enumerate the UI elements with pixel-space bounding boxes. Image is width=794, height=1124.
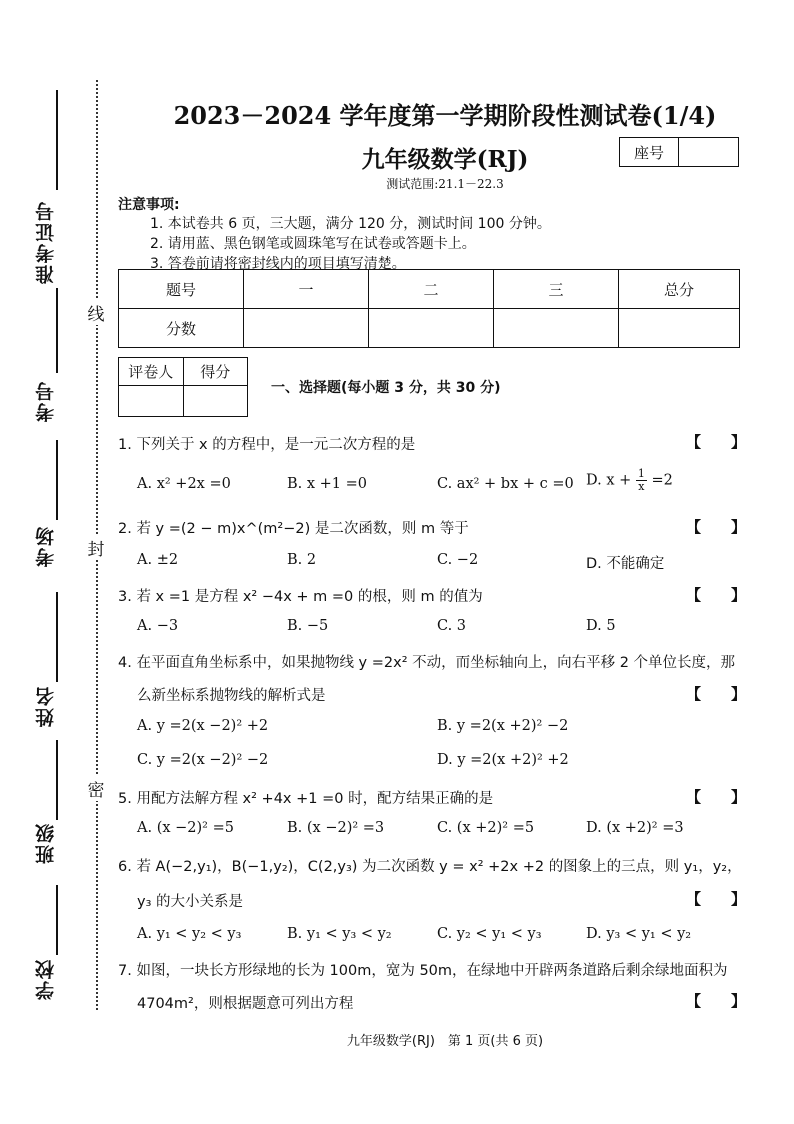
score-input-cell[interactable]	[494, 309, 619, 348]
answer-bracket[interactable]: 【 】	[686, 586, 747, 604]
option-a: A. (x −2)² =5	[137, 820, 234, 836]
option-c: C. y =2(x −2)² −2	[137, 752, 269, 768]
option-a: A. y₁ < y₂ < y₃	[137, 926, 242, 942]
seal-char-seal: 封	[84, 535, 108, 560]
fraction-denominator: x	[638, 480, 645, 493]
grader-header-cell: 得分	[183, 358, 248, 386]
score-input-cell[interactable]	[619, 309, 740, 348]
option-a: A. −3	[137, 618, 179, 634]
question-stem: 7. 如图，一块长方形绿地的长为 100m，宽为 50m，在绿地中开辟两条道路后剩余绿地面积为	[118, 963, 728, 979]
question-stem: 4. 在平面直角坐标系中，如果抛物线 y =2x² 不动，而坐标轴向上，向右平移 2 个单位长度，那	[118, 655, 736, 671]
test-range: 测试范围:21.1－22.3	[386, 177, 504, 191]
seat-input[interactable]	[679, 138, 738, 166]
binding-line[interactable]	[56, 740, 58, 820]
binding-line[interactable]	[56, 592, 58, 682]
score-table	[118, 269, 740, 348]
page-footer: 九年级数学(RJ) 第 1 页(共 6 页)	[346, 1034, 544, 1049]
seal-char-line: 线	[84, 300, 108, 325]
answer-bracket[interactable]: 【 】	[686, 518, 747, 536]
notice-heading: 注意事项:	[118, 197, 180, 213]
seal-char-secret: 密	[84, 776, 108, 801]
option-a: A. ±2	[137, 552, 179, 568]
score-header-cell: 三	[494, 270, 619, 309]
table-row	[119, 309, 740, 348]
option-d: D. 5	[586, 618, 616, 634]
option-c: C. 3	[437, 618, 467, 634]
option-b: B. y₁ < y₃ < y₂	[287, 926, 392, 942]
grader-input-cell[interactable]	[183, 386, 248, 417]
page-title: 2023－2024 学年度第一学期阶段性测试卷(1/4)	[173, 101, 717, 130]
option-d: D. (x +2)² =3	[586, 820, 684, 836]
question-stem: 1. 下列关于 x 的方程中，是一元二次方程的是	[118, 437, 416, 453]
table-row	[119, 358, 248, 386]
option-c: C. (x +2)² =5	[437, 820, 535, 836]
page-subtitle: 九年级数学(RJ)	[361, 146, 529, 173]
option-a: A. x² +2x =0	[137, 476, 231, 492]
question-stem-continued: y₃ 的大小关系是	[137, 894, 244, 910]
option-c: C. y₂ < y₁ < y₃	[437, 926, 542, 942]
question-stem-continued: 么新坐标系抛物线的解析式是	[137, 688, 326, 704]
option-b: B. 2	[287, 552, 317, 568]
option-d-prefix: D. x +	[586, 472, 636, 489]
score-row-label: 分数	[119, 309, 244, 348]
seat-number-box	[619, 137, 739, 167]
binding-line[interactable]	[56, 288, 58, 373]
option-b: B. (x −2)² =3	[287, 820, 385, 836]
option-d: D. y₃ < y₁ < y₂	[586, 926, 692, 942]
answer-bracket[interactable]: 【 】	[686, 890, 747, 908]
notice-item: 1. 本试卷共 6 页，三大题，满分 120 分，测试时间 100 分钟。	[150, 216, 551, 232]
score-input-cell[interactable]	[244, 309, 369, 348]
question-stem: 3. 若 x =1 是方程 x² −4x + m =0 的根，则 m 的值为	[118, 589, 483, 605]
notice-item: 2. 请用蓝、黑色钢笔或圆珠笔写在试卷或答题卡上。	[150, 236, 476, 252]
binding-label-exam-id: 准考证号	[35, 200, 57, 284]
binding-line[interactable]	[56, 440, 58, 520]
table-row	[119, 386, 248, 417]
score-header-cell: 题号	[119, 270, 244, 309]
binding-line[interactable]	[56, 90, 58, 190]
grader-header-cell: 评卷人	[119, 358, 184, 386]
question-stem: 2. 若 y =(2 − m)x^(m²−2) 是二次函数，则 m 等于	[118, 521, 469, 537]
option-d: D. 不能确定	[586, 556, 665, 572]
option-b: B. y =2(x +2)² −2	[437, 718, 569, 734]
answer-bracket[interactable]: 【 】	[686, 788, 747, 806]
question-stem: 6. 若 A(−2,y₁)，B(−1,y₂)，C(2,y₃) 为二次函数 y = x² +2x +2 的图象上的三点，则 y₁，y₂，	[118, 859, 742, 875]
score-header-cell: 总分	[619, 270, 740, 309]
option-d: D. y =2(x +2)² +2	[437, 752, 569, 768]
seat-label: 座号	[620, 138, 679, 166]
binding-line[interactable]	[56, 885, 58, 955]
table-row	[119, 270, 740, 309]
score-input-cell[interactable]	[369, 309, 494, 348]
option-b: B. −5	[287, 618, 329, 634]
fraction	[636, 468, 647, 493]
binding-label-school: 学校	[35, 958, 57, 1000]
answer-bracket[interactable]: 【 】	[686, 433, 747, 451]
notice-item: 3. 答卷前请将密封线内的项目填写清楚。	[150, 256, 406, 272]
option-c: C. ax² + bx + c =0	[437, 476, 574, 492]
score-header-cell: 二	[369, 270, 494, 309]
option-d-suffix: =2	[646, 472, 673, 489]
option-d	[586, 468, 673, 493]
grader-table	[118, 357, 248, 417]
fraction-numerator: 1	[637, 467, 645, 480]
answer-bracket[interactable]: 【 】	[686, 685, 747, 703]
score-header-cell: 一	[244, 270, 369, 309]
binding-label-name: 姓名	[35, 685, 57, 727]
option-b: B. x +1 =0	[287, 476, 368, 492]
grader-input-cell[interactable]	[119, 386, 184, 417]
question-stem: 5. 用配方法解方程 x² +4x +1 =0 时，配方结果正确的是	[118, 791, 494, 807]
answer-bracket[interactable]: 【 】	[686, 992, 747, 1010]
binding-label-exam-number: 考号	[35, 380, 57, 422]
section-title: 一、选择题(每小题 3 分，共 30 分)	[271, 380, 501, 396]
option-a: A. y =2(x −2)² +2	[137, 718, 269, 734]
option-c: C. −2	[437, 552, 479, 568]
binding-label-class: 班级	[35, 822, 57, 864]
binding-label-exam-room: 考场	[35, 525, 57, 567]
question-stem-continued: 4704m²，则根据题意可列出方程	[137, 996, 354, 1012]
